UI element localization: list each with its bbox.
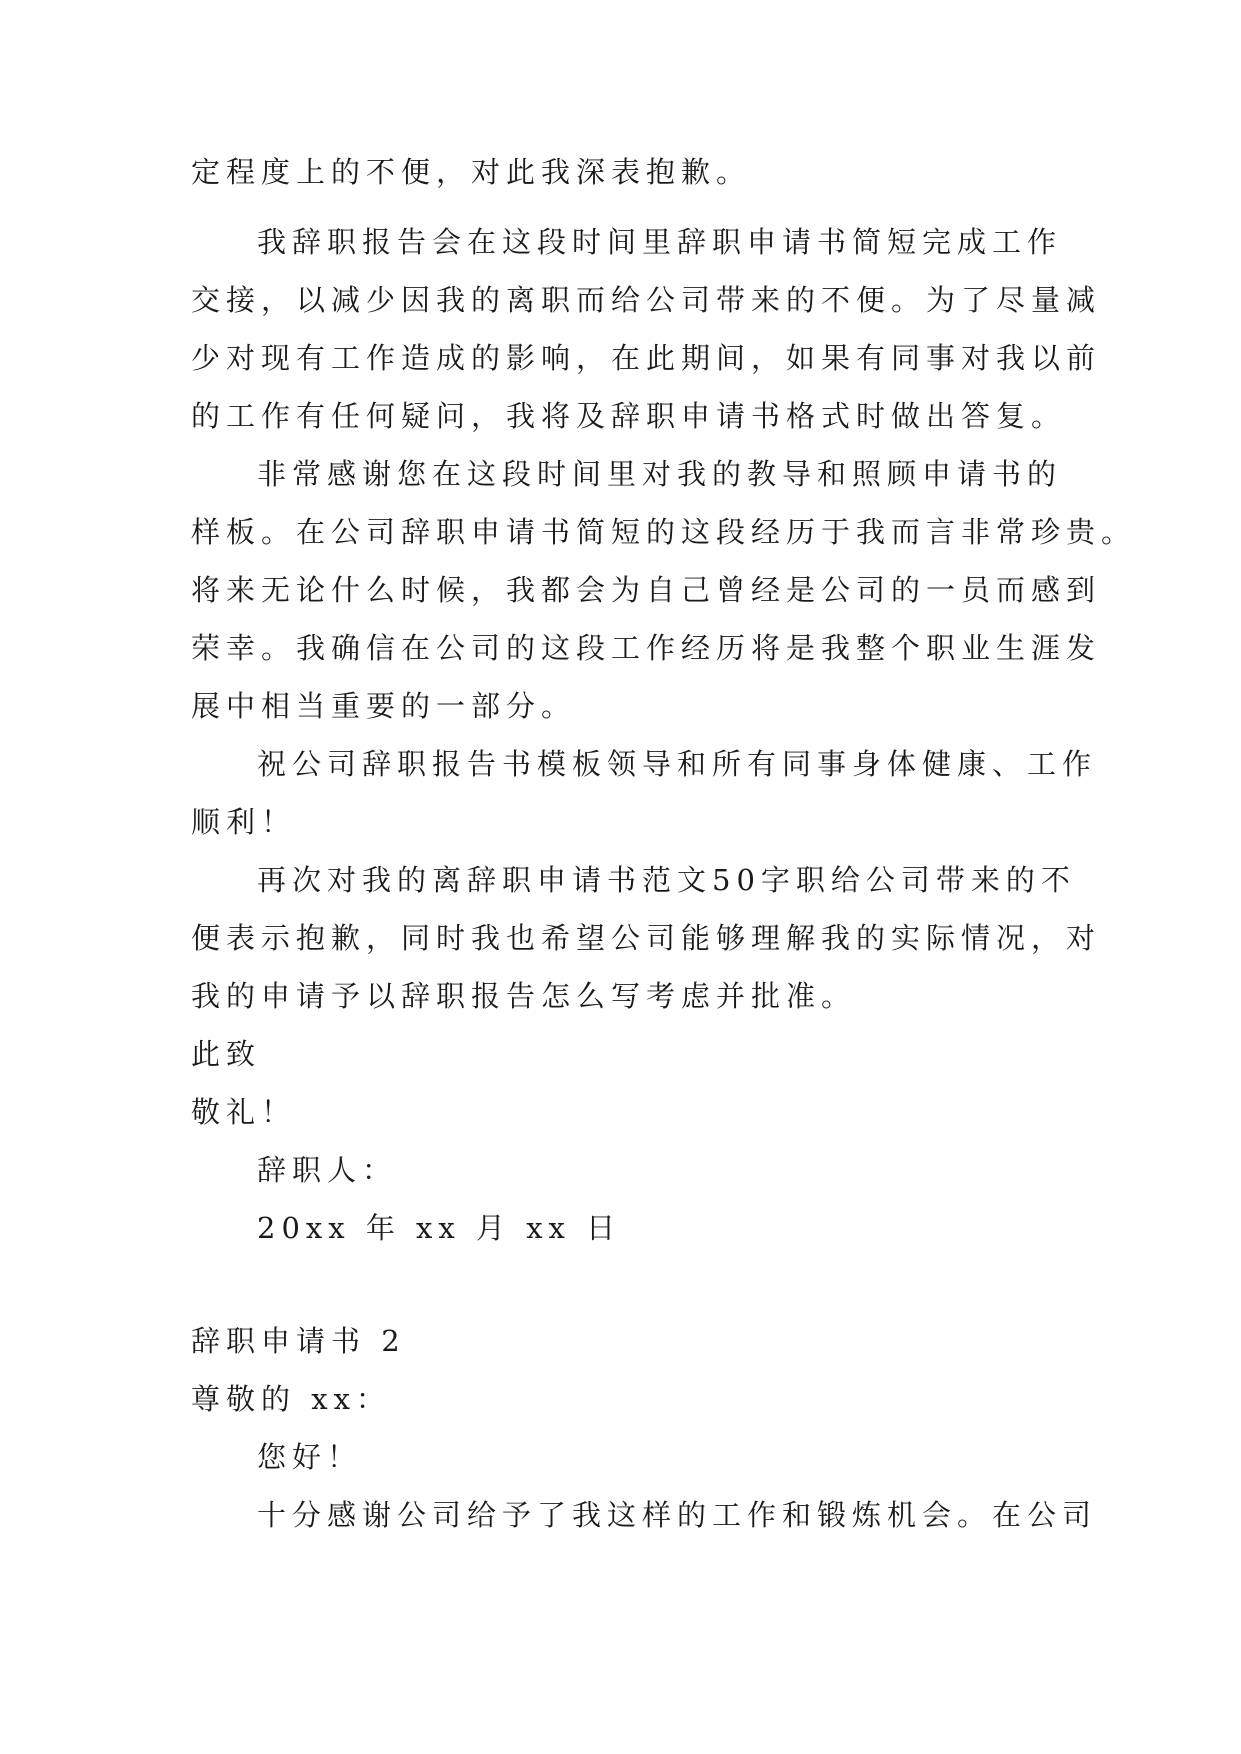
paragraph-line: 非常感谢您在这段时间里对我的教导和照顾申请书的 [257,457,1063,491]
paragraph-line: 顺利！ [191,805,297,839]
paragraph-line: 的工作有任何疑问，我将及辞职申请书格式时做出答复。 [191,399,1067,433]
paragraph-line: 定程度上的不便，对此我深表抱歉。 [191,155,752,189]
date-line: 20xx 年 xx 月 xx 日 [257,1211,622,1245]
closing-line: 此致 [191,1037,262,1071]
paragraph-line: 交接，以减少因我的离职而给公司带来的不便。为了尽量减 [191,283,1102,317]
paragraph-line: 我的申请予以辞职报告怎么写考虑并批准。 [191,979,857,1013]
greeting-line: 尊敬的 xx： [191,1382,391,1416]
paragraph-line: 祝公司辞职报告书模板领导和所有同事身体健康、工作 [257,747,1098,781]
salutation-line: 敬礼！ [191,1095,297,1129]
paragraph-line: 我辞职报告会在这段时间里辞职申请书简短完成工作 [257,225,1063,259]
section-title: 辞职申请书 2 [191,1324,406,1358]
paragraph-line: 样板。在公司辞职申请书简短的这段经历于我而言非常珍贵。 [191,515,1137,549]
paragraph-line: 展中相当重要的一部分。 [191,689,577,723]
paragraph-line: 将来无论什么时候，我都会为自己曾经是公司的一员而感到 [191,573,1102,607]
paragraph-line: 便表示抱歉，同时我也希望公司能够理解我的实际情况，对 [191,921,1102,955]
signature-line: 辞职人： [257,1153,398,1187]
paragraph-line: 少对现有工作造成的影响，在此期间，如果有同事对我以前 [191,341,1102,375]
greeting-line: 您好！ [257,1440,363,1474]
paragraph-line: 再次对我的离辞职申请书范文50字职给公司带来的不 [257,863,1076,897]
paragraph-line: 十分感谢公司给予了我这样的工作和锻炼机会。在公司 [257,1498,1098,1532]
paragraph-line: 荣幸。我确信在公司的这段工作经历将是我整个职业生涯发 [191,631,1102,665]
